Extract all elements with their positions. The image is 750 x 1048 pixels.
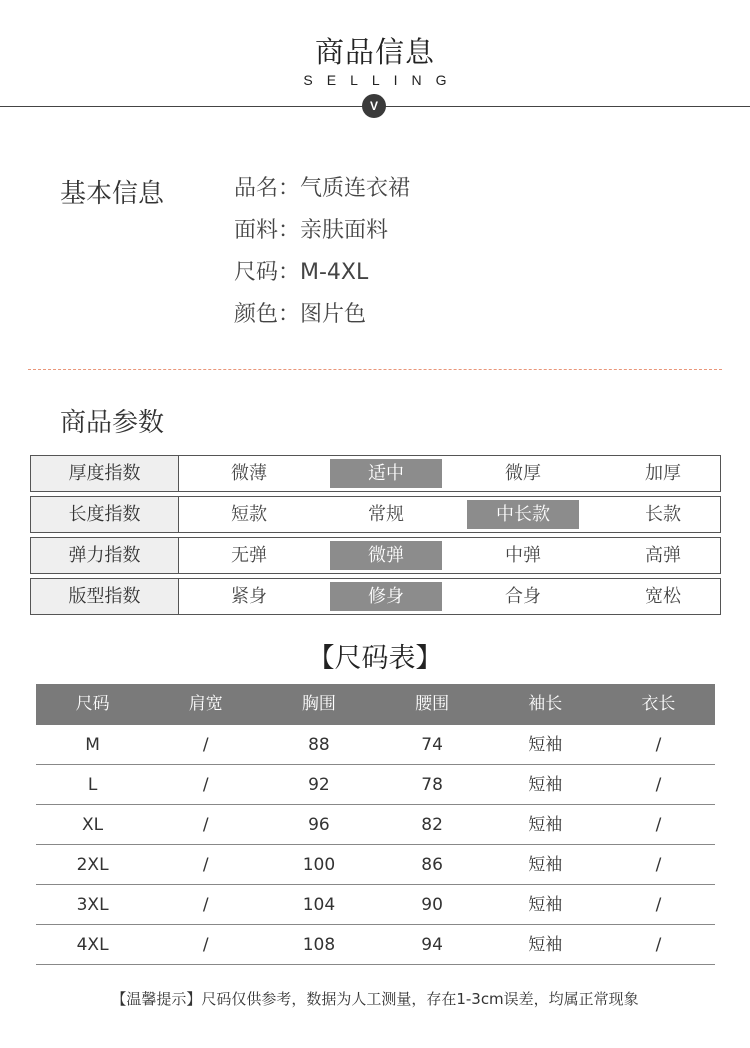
param-option-selected: 微弹 — [330, 541, 442, 570]
param-row-fit — [30, 578, 721, 615]
table-cell: / — [202, 775, 209, 795]
table-cell: 短袖 — [528, 735, 563, 755]
table-cell: 100 — [302, 855, 336, 875]
param-label: 弹力指数 — [31, 538, 179, 573]
column-header: 腰围 — [415, 694, 450, 714]
table-cell: 108 — [302, 935, 336, 955]
table-row — [36, 805, 715, 845]
page-subtitle: SELLING — [303, 72, 461, 88]
info-label: 尺码： — [234, 260, 301, 285]
table-cell: 92 — [308, 775, 330, 795]
table-cell: 短袖 — [528, 815, 563, 835]
table-row — [36, 725, 715, 765]
size-tip: 【温馨提示】尺码仅供参考，数据为人工测量，存在1-3cm误差，均属正常现象 — [111, 990, 639, 1008]
table-cell: 90 — [421, 895, 443, 915]
param-options — [179, 538, 720, 573]
param-option: 微薄 — [231, 463, 267, 484]
table-cell: / — [655, 895, 662, 915]
table-row — [36, 765, 715, 805]
table-cell: 104 — [302, 895, 336, 915]
table-cell: 4XL — [76, 935, 109, 955]
param-option: 短款 — [231, 504, 267, 525]
table-cell: 94 — [421, 935, 443, 955]
table-cell: / — [655, 815, 662, 835]
info-value: 亲肤面料 — [300, 218, 389, 243]
table-cell: L — [87, 775, 98, 795]
table-cell: / — [202, 935, 209, 955]
params-title: 商品参数 — [60, 408, 165, 438]
table-cell: 88 — [308, 735, 330, 755]
table-cell: 82 — [421, 815, 443, 835]
column-header: 肩宽 — [188, 694, 223, 714]
table-cell: 短袖 — [528, 895, 563, 915]
param-options — [179, 579, 720, 614]
param-option: 紧身 — [231, 586, 267, 607]
table-cell: / — [202, 855, 209, 875]
param-option: 宽松 — [645, 586, 681, 607]
section-header — [0, 0, 750, 130]
param-option-selected: 适中 — [330, 459, 442, 488]
param-option: 常规 — [368, 504, 404, 525]
param-option: 无弹 — [231, 545, 267, 566]
info-label: 品名： — [234, 176, 301, 201]
size-table-header — [36, 684, 715, 725]
table-cell: / — [202, 895, 209, 915]
table-cell: 86 — [421, 855, 443, 875]
basic-info-color — [234, 298, 410, 340]
basic-info-list — [234, 172, 410, 340]
table-cell: M — [85, 735, 100, 755]
info-label: 面料： — [234, 218, 301, 243]
size-table-title: 【尺码表】 — [307, 643, 443, 674]
info-value: M-4XL — [300, 260, 369, 285]
table-row — [36, 845, 715, 885]
param-option: 加厚 — [645, 463, 681, 484]
column-header: 胸围 — [301, 694, 336, 714]
size-table — [36, 684, 715, 965]
param-option: 长款 — [645, 504, 681, 525]
basic-info-fabric — [234, 214, 410, 256]
page-title: 商品信息 — [314, 35, 435, 69]
column-header: 袖长 — [528, 694, 563, 714]
table-cell: / — [655, 855, 662, 875]
param-label: 版型指数 — [31, 579, 179, 614]
table-cell: 3XL — [76, 895, 109, 915]
param-row-elasticity — [30, 537, 721, 574]
param-row-thickness — [30, 455, 721, 492]
table-cell: 短袖 — [528, 775, 563, 795]
dashed-divider — [28, 369, 722, 370]
table-cell: 短袖 — [528, 935, 563, 955]
table-cell: / — [202, 735, 209, 755]
basic-info-title: 基本信息 — [60, 179, 165, 209]
param-options — [179, 456, 720, 491]
param-option-selected: 修身 — [330, 582, 442, 611]
table-cell: 74 — [421, 735, 443, 755]
param-row-length — [30, 496, 721, 533]
param-option: 合身 — [505, 586, 541, 607]
column-header: 衣长 — [641, 694, 676, 714]
table-cell: 96 — [308, 815, 330, 835]
param-option-selected: 中长款 — [467, 500, 579, 529]
table-cell: / — [655, 775, 662, 795]
table-cell: 2XL — [76, 855, 109, 875]
table-cell: 78 — [421, 775, 443, 795]
param-options — [179, 497, 720, 532]
table-cell: / — [202, 815, 209, 835]
table-cell: 短袖 — [528, 855, 563, 875]
param-option: 微厚 — [505, 463, 541, 484]
basic-info-size — [234, 256, 410, 298]
basic-info-name — [234, 172, 410, 214]
column-header: 尺码 — [75, 694, 110, 714]
info-value: 图片色 — [300, 302, 367, 327]
param-option: 中弹 — [505, 545, 541, 566]
info-value: 气质连衣裙 — [300, 176, 411, 201]
param-label: 厚度指数 — [31, 456, 179, 491]
table-cell: / — [655, 735, 662, 755]
table-cell: / — [655, 935, 662, 955]
table-row — [36, 885, 715, 925]
param-option: 高弹 — [645, 545, 681, 566]
param-label: 长度指数 — [31, 497, 179, 532]
table-row — [36, 925, 715, 965]
table-cell: XL — [82, 815, 104, 835]
chevron-down-icon: V — [362, 94, 386, 118]
info-label: 颜色： — [234, 302, 301, 327]
